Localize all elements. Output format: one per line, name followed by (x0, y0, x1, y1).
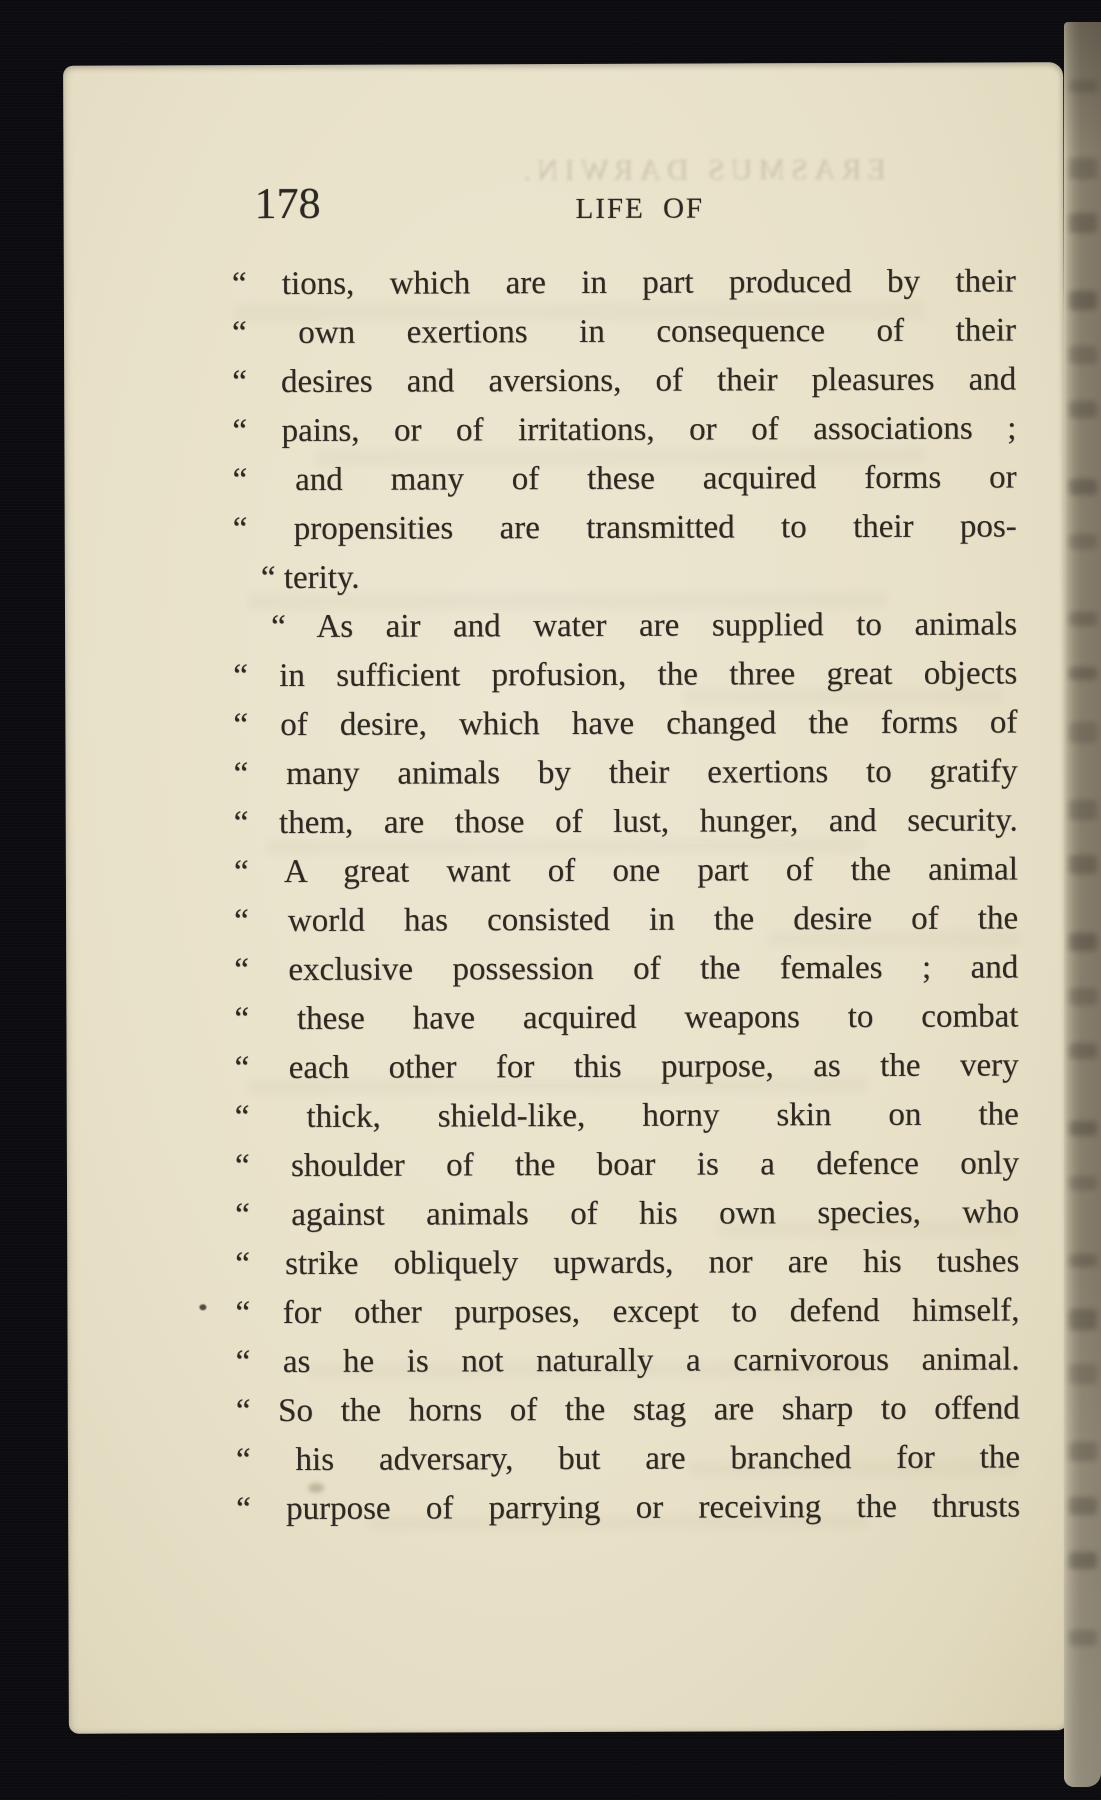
fore-edge-text-blur (1069, 1497, 1097, 1515)
text-line: “ many animals by their exertions to gratify (233, 753, 1018, 793)
fore-edge-text-blur (1069, 346, 1097, 364)
text-line: “ shoulder of the boar is a defence only (234, 1145, 1019, 1185)
fore-edge-text-blur (1069, 401, 1097, 418)
text-line: “ As air and water are supplied to animals (270, 606, 1018, 646)
text-line: “ them, are those of lust, hunger, and security. (233, 802, 1018, 842)
fore-edge-text-blur (1069, 291, 1097, 310)
fore-edge-text-blur (1069, 988, 1097, 1005)
fore-edge-text-blur (1069, 1043, 1097, 1059)
text-line: “ thick, shield-like, horny skin on the (234, 1096, 1019, 1136)
text-line: “ purpose of parrying or receiving the thrusts (236, 1488, 1021, 1528)
paper-smudge (308, 1483, 324, 1493)
text-line: “ A great want of one part of the animal (233, 851, 1018, 891)
text-line: “ terity. (260, 559, 360, 597)
fore-edge-text-blur (1069, 213, 1097, 233)
text-line: “ against animals of his own species, who (235, 1194, 1020, 1234)
text-line: “ and many of these acquired forms or (232, 459, 1017, 499)
text-line: “ desires and aversions, of their pleasures and (232, 361, 1017, 401)
text-block (232, 257, 1020, 1534)
fore-edge-text-blur (1069, 1364, 1097, 1384)
text-line: “ propensities are transmitted to their pos- (232, 508, 1017, 548)
fore-edge-text-blur (1069, 933, 1097, 951)
text-line: “ So the horns of the stag are sharp to offend (235, 1390, 1020, 1430)
page-number: 178 (254, 178, 321, 229)
text-line: “ pains, or of irritations, or of associations ; (232, 410, 1017, 450)
text-line: “ tions, which are in part produced by their (231, 263, 1016, 303)
fore-edge-text-blur (1069, 612, 1097, 626)
fore-edge-text-blur (1069, 667, 1097, 680)
text-line: “ of desire, which have changed the forms of (233, 704, 1018, 744)
text-line: “ for other purposes, except to defend himself, (235, 1292, 1020, 1332)
book-fore-edge (1064, 22, 1101, 1787)
text-line: “ each other for this purpose, as the very (234, 1047, 1019, 1087)
fore-edge-text-blur (1069, 1121, 1097, 1136)
text-line: “ world has consisted in the desire of the (234, 900, 1019, 940)
fore-edge-sheen (1064, 22, 1101, 1787)
fore-edge-text-blur (1069, 1309, 1097, 1330)
fore-edge-text-blur (1069, 800, 1097, 820)
text-line: “ these have acquired weapons to combat (234, 998, 1019, 1038)
text-line: “ strike obliquely upwards, nor are his tushes (235, 1243, 1020, 1283)
fore-edge-text-blur (1069, 1442, 1097, 1461)
fore-edge-text-blur (1069, 1176, 1097, 1190)
fore-edge-text-blur (1069, 1630, 1097, 1646)
text-line: “ exclusive possession of the females ; and (234, 949, 1019, 989)
fore-edge-text-blur (1069, 479, 1097, 495)
show-through-title: ERASMUS DARWIN. (517, 152, 886, 188)
fore-edge-text-blur (1069, 1254, 1097, 1267)
text-line: “ his adversary, but are branched for the (235, 1439, 1021, 1479)
book-page (63, 62, 1069, 1733)
text-line: “ as he is not naturally a carnivorous animal. (235, 1341, 1020, 1381)
fore-edge-text-blur (1069, 158, 1097, 179)
fore-edge-text-blur (1069, 534, 1097, 549)
fore-edge-text-blur (1069, 80, 1097, 93)
fore-edge-text-blur (1069, 855, 1097, 874)
fore-edge-text-blur (1069, 722, 1097, 743)
text-line: “ own exertions in consequence of their (231, 312, 1017, 352)
running-title: LIFE OF (575, 192, 705, 225)
fore-edge-text-blur (1069, 1552, 1097, 1569)
text-line: “ in sufficient profusion, the three great objects (233, 655, 1018, 695)
ink-speck (199, 1304, 206, 1310)
